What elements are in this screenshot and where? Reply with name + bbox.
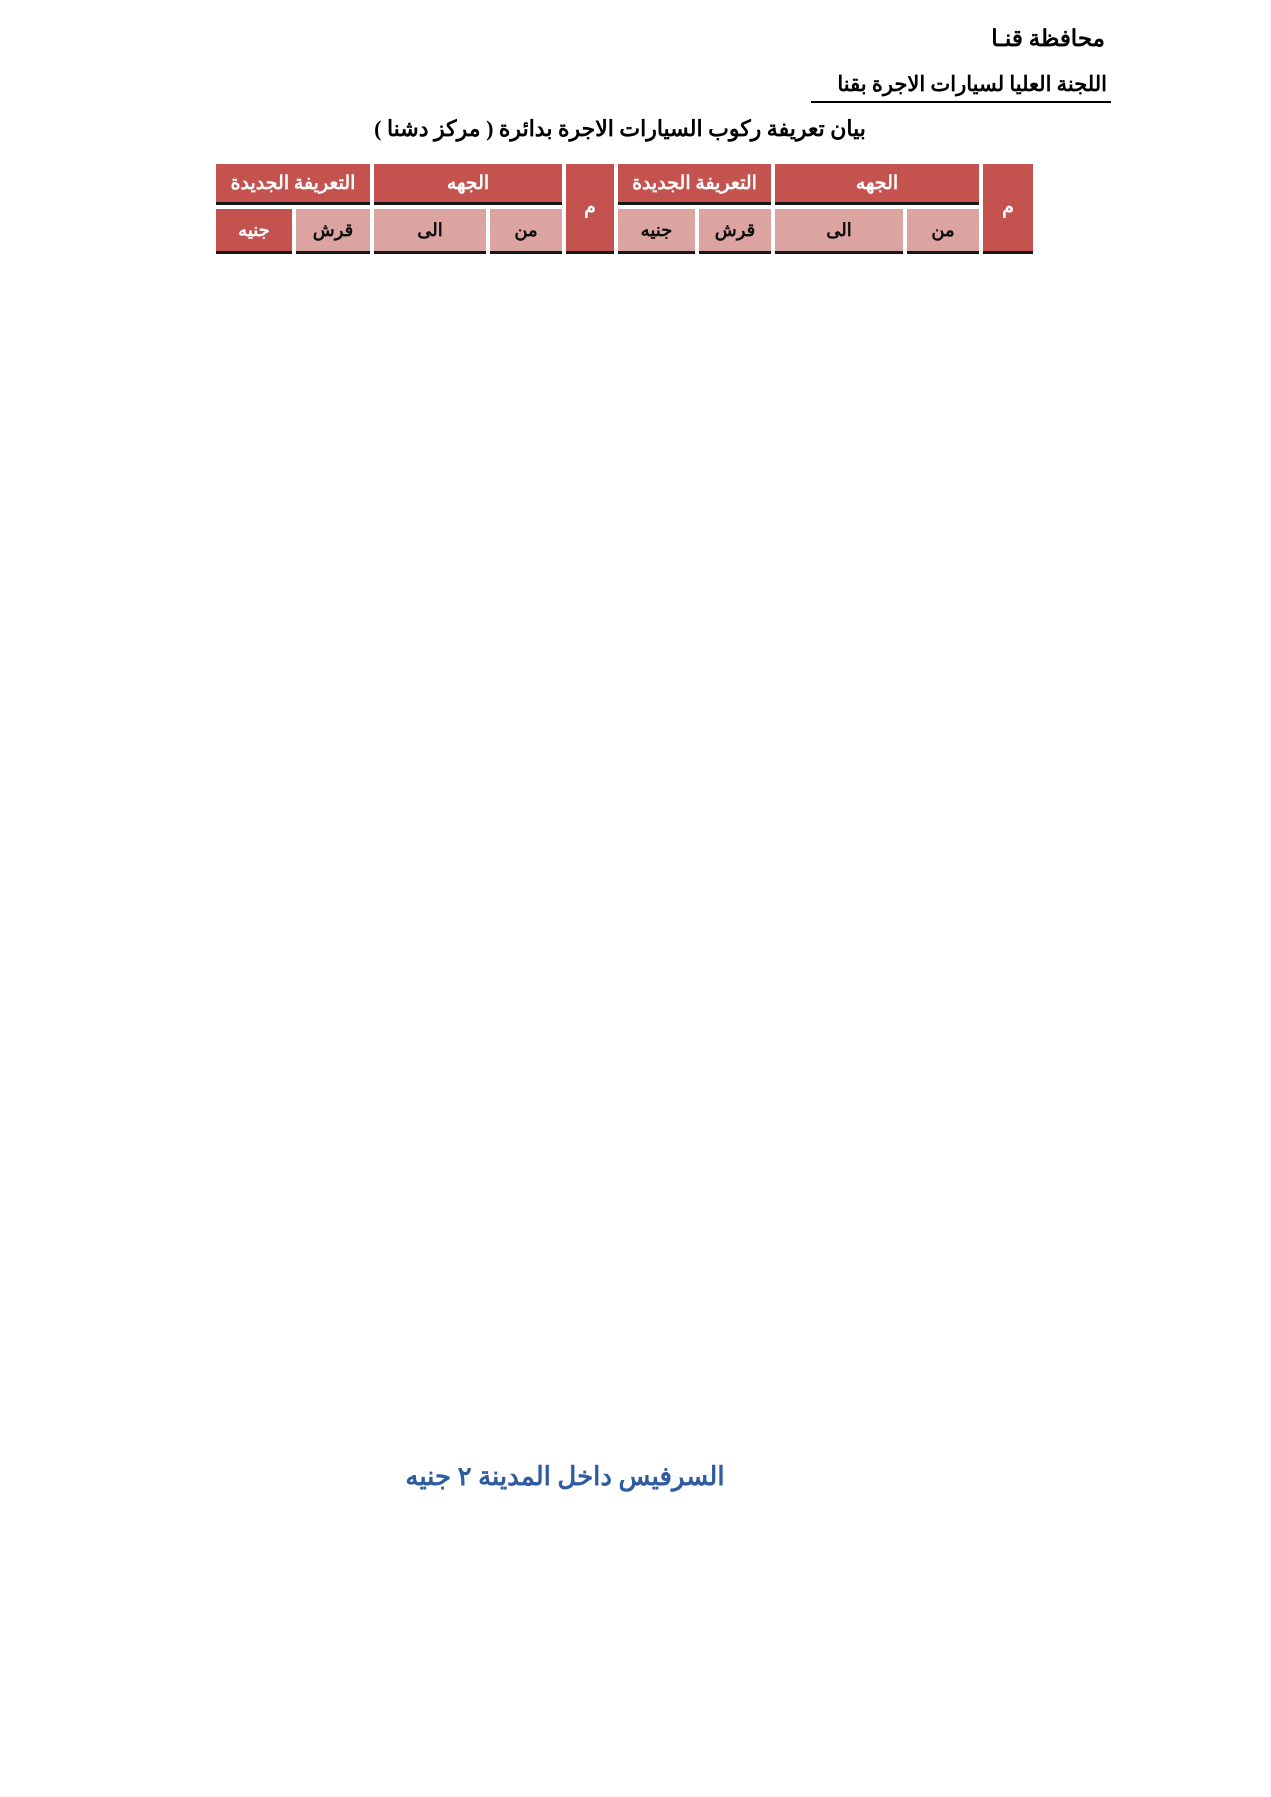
- header-new-tariff-right: التعريفة الجديدة: [618, 164, 771, 205]
- header-to-left: الى: [374, 209, 486, 254]
- fare-table: [212, 160, 1037, 258]
- header-from-right: من: [907, 209, 979, 254]
- fare-table-header: [216, 164, 1033, 254]
- header-qirsh-right: قرش: [699, 209, 771, 254]
- table-title: بيان تعريفة ركوب السيارات الاجرة بدائرة ( مركز دشنا ): [374, 116, 866, 141]
- committee-title: اللجنة العليا لسيارات الاجرة بقنا: [811, 72, 1111, 103]
- header-side-right: الجهه: [775, 164, 979, 205]
- header-side-left: الجهه: [374, 164, 562, 205]
- header-ganeih-right: جنيه: [618, 209, 695, 254]
- header-new-tariff-left: التعريفة الجديدة: [216, 164, 370, 205]
- header-qirsh-left: قرش: [296, 209, 370, 254]
- header-serial-middle: م: [566, 164, 614, 254]
- header-ganeih-left: جنيه: [216, 209, 292, 254]
- header-to-right: الى: [775, 209, 903, 254]
- header-from-left: من: [490, 209, 562, 254]
- governorate-title: محافظة قنـا: [991, 26, 1105, 51]
- city-service-note: السرفيس داخل المدينة ٢ جنيه: [405, 1462, 725, 1491]
- header-serial-right: م: [983, 164, 1033, 254]
